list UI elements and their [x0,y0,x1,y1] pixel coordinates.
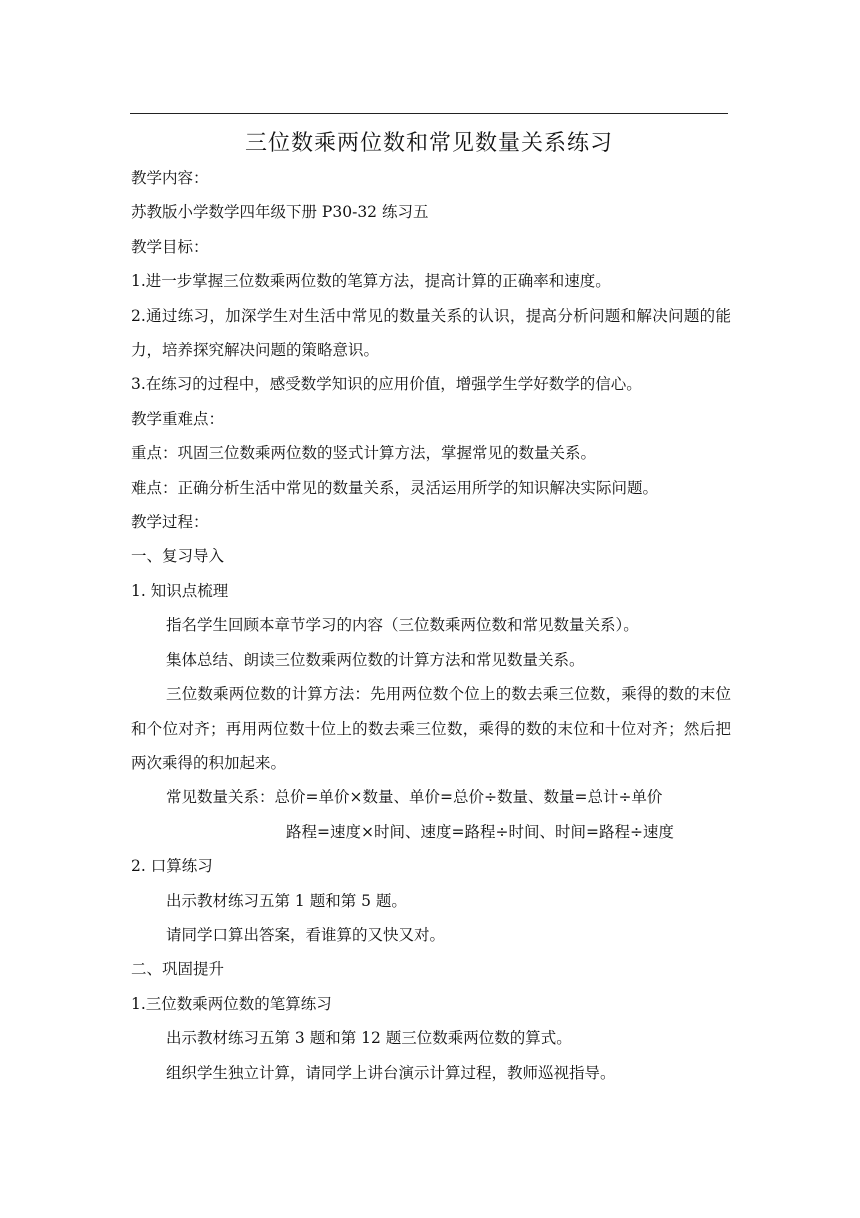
section-heading: 一、复习导入 [131,547,225,566]
formula-line: 常见数量关系：总价=单价×数量、单价=总价÷数量、数量=总计÷单价 [166,788,663,807]
objective-item: 3.在练习的过程中，感受数学知识的应用价值，增强学生学好数学的信心。 [131,375,642,394]
paragraph: 组织学生独立计算，请同学上讲台演示计算过程，教师巡视指导。 [166,1063,616,1082]
document-body [131,161,731,1090]
paragraph: 苏教版小学数学四年级下册 P30-32 练习五 [131,203,429,222]
objective-item: 1.进一步掌握三位数乘两位数的笔算方法，提高计算的正确率和速度。 [131,272,611,291]
objective-item: 2.通过练习，加深学生对生活中常见的数量关系的认识，提高分析问题和解决问题的能力，培养探究解决问题的策略意识。 [131,306,731,360]
sub-heading: 1.三位数乘两位数的笔算练习 [131,994,332,1013]
section-heading: 教学过程： [131,513,209,532]
sub-heading: 2. 口算练习 [131,857,213,876]
paragraph: 请同学口算出答案，看谁算的又快又对。 [166,925,446,944]
sub-heading: 1. 知识点梳理 [131,581,229,600]
section-heading: 教学重难点： [131,409,225,428]
paragraph: 难点：正确分析生活中常见的数量关系，灵活运用所学的知识解决实际问题。 [131,478,659,497]
paragraph: 重点：巩固三位数乘两位数的竖式计算方法，掌握常见的数量关系。 [131,444,597,463]
formula-line: 路程=速度×时间、速度=路程÷时间、时间=路程÷速度 [286,822,674,841]
header-rule [130,113,728,114]
paragraph: 三位数乘两位数的计算方法：先用两位数个位上的数去乘三位数，乘得的数的末位和个位对齐；再用两位数十位上的数去乘三位数，乘得的数的末位和十位对齐；然后把两次乘得的积加起来。 [131,685,731,772]
paragraph: 出示教材练习五第 3 题和第 12 题三位数乘两位数的算式。 [166,1029,572,1048]
section-heading: 教学目标： [131,237,209,256]
section-heading: 二、巩固提升 [131,960,225,979]
paragraph: 指名学生回顾本章节学习的内容（三位数乘两位数和常见数量关系）。 [166,616,639,635]
section-heading: 教学内容： [131,169,209,187]
paragraph: 集体总结、朗读三位数乘两位数的计算方法和常见数量关系。 [166,650,585,669]
paragraph: 出示教材练习五第 1 题和第 5 题。 [166,891,407,910]
page-title: 三位数乘两位数和常见数量关系练习 [244,131,613,156]
